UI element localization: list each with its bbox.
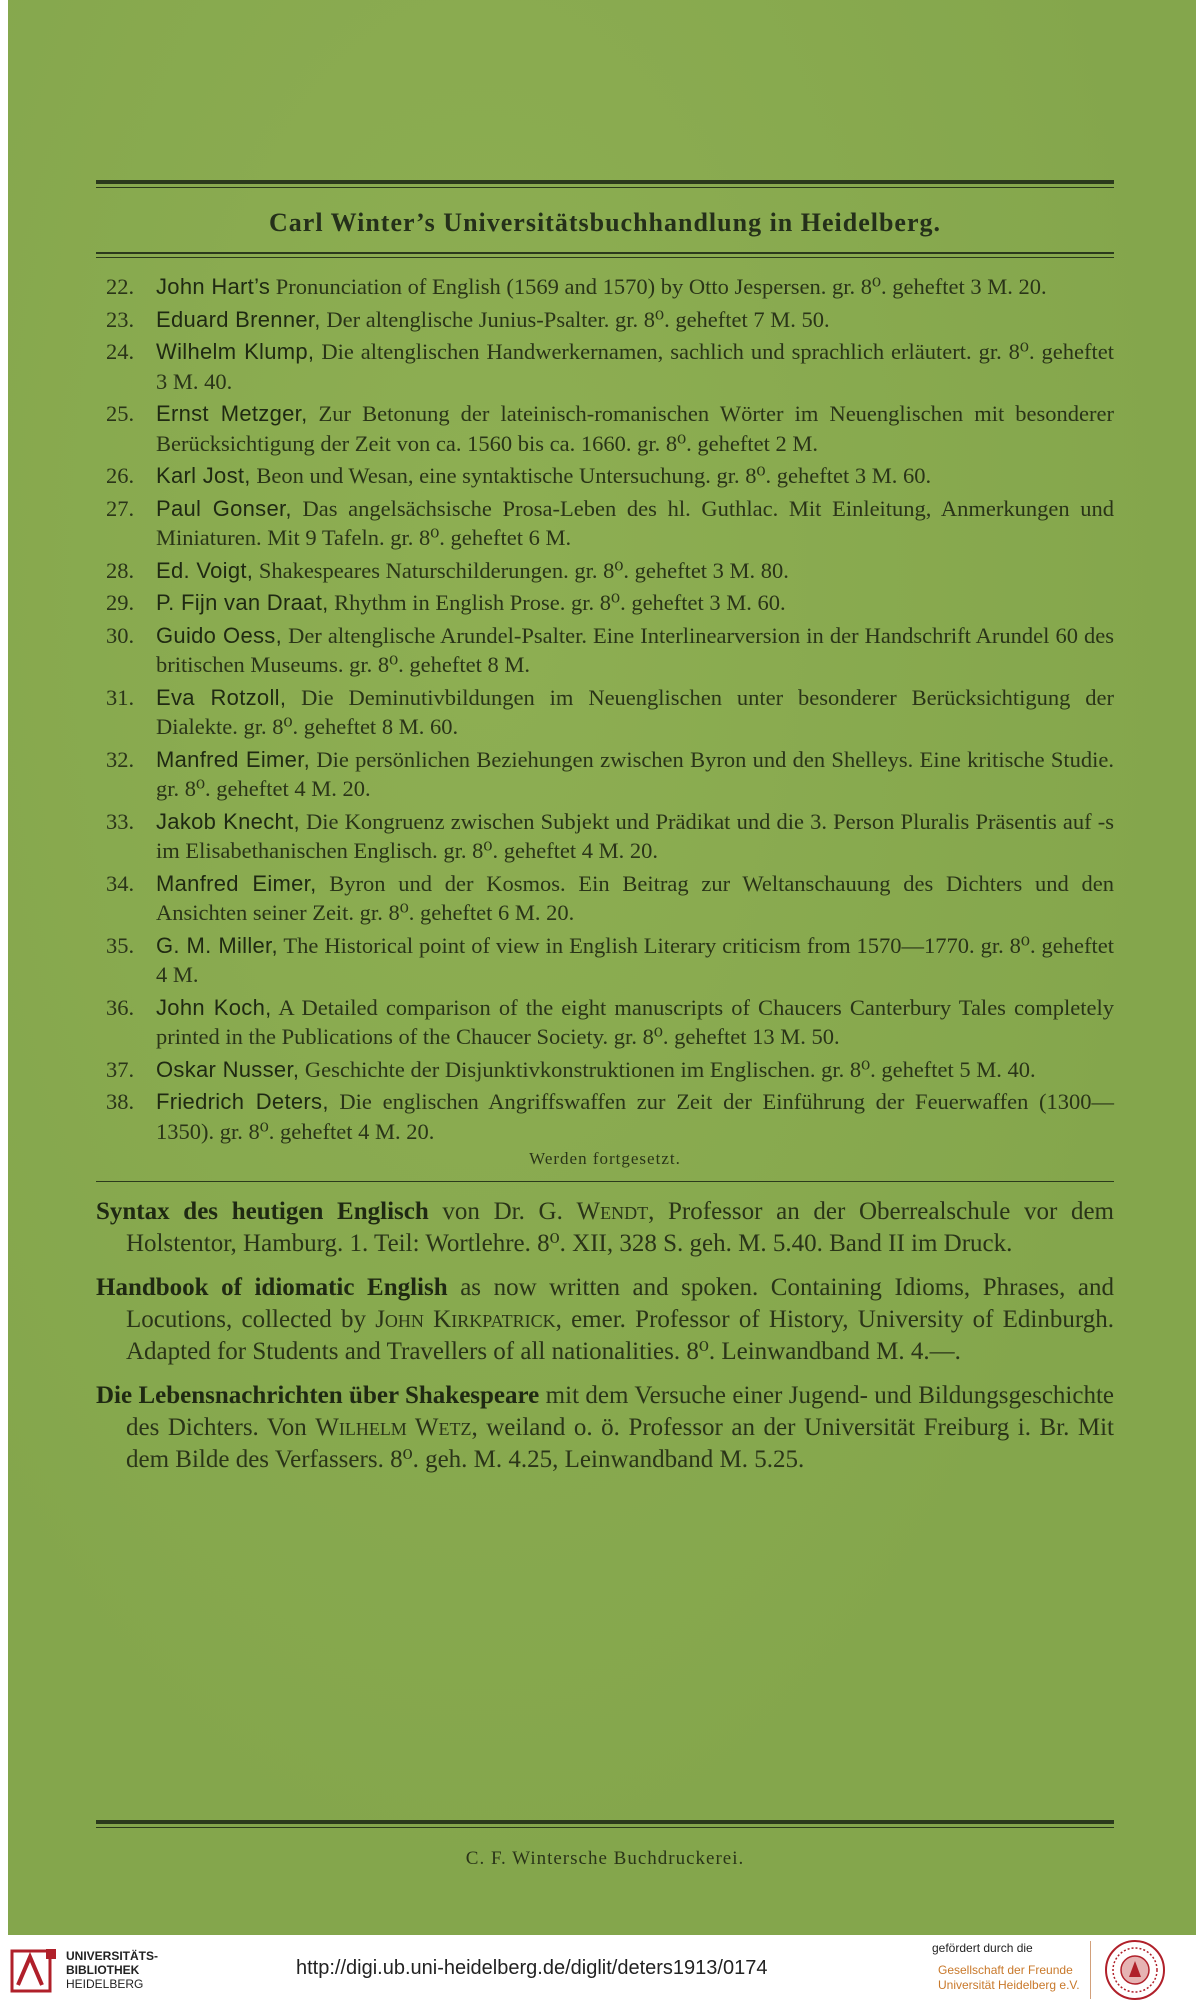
item-text: Die Deminutivbildungen im Neuenglischen unter besonderer Berücksichtigung der Dialekte. gr. 8⁰. geheftet 8 M. 60. <box>156 684 1114 739</box>
item-number: 31. <box>106 684 135 710</box>
publisher-header: Carl Winter’s Universitätsbuchhandlung in Heidelberg. <box>269 208 941 237</box>
item-author: John Hart’s <box>156 274 271 299</box>
footer-divider <box>1090 1941 1091 1999</box>
entry-text-post: , weiland o. ö. Professor an der Universität Freiburg i. Br. Mit dem Bilde des Verfassers. 8⁰. geh. M. 4.25, Leinwandband M. 5.25. <box>126 1414 1114 1473</box>
list-item <box>106 494 1114 553</box>
sponsor-caption: gefördert durch die <box>932 1941 1033 1955</box>
printer-imprint: C. F. Wintersche Buchdruckerei. <box>465 1848 745 1869</box>
header-rule-thin <box>96 257 1114 258</box>
item-body <box>156 556 1114 586</box>
entry-text-post: , Professor an der Oberrealschule vor dem Holstentor, Hamburg. 1. Teil: Wortlehre. 8⁰. XII, 328 S. geh. M. 5.40. Band II im Druck. <box>126 1198 1114 1257</box>
library-name-line2: BIBLIOTHEK <box>66 1963 140 1977</box>
item-body <box>156 494 1114 553</box>
item-number: 38. <box>106 1089 135 1114</box>
item-body <box>156 272 1114 302</box>
item-number: 29. <box>106 590 135 615</box>
top-rule-thin <box>96 187 1114 188</box>
item-number: 28. <box>106 557 135 583</box>
item-author: Eva Rotzoll, <box>156 684 287 710</box>
item-number: 24. <box>106 339 135 364</box>
entry-text-pre: as now written and spoken. Containing Idioms, Phrases, and Locutions, collected by <box>126 1274 1114 1333</box>
book-entry-syntax <box>96 1196 1114 1260</box>
item-number: 33. <box>106 808 135 834</box>
item-text: Das angelsächsische Prosa-Leben des hl. Guthlac. Mit Einleitung, Anmerkungen und Miniaturen. Mit 9 Tafeln. gr. 8⁰. geheftet 6 M. <box>156 495 1114 550</box>
list-item <box>106 461 1114 491</box>
item-body <box>156 337 1114 396</box>
item-number: 25. <box>106 401 135 426</box>
publication-list <box>106 272 1114 1146</box>
item-number: 30. <box>106 622 135 648</box>
list-item <box>106 1055 1114 1085</box>
item-body <box>156 399 1114 458</box>
list-item <box>106 399 1114 458</box>
item-body <box>156 588 1114 618</box>
item-body <box>156 621 1114 680</box>
item-body <box>156 461 1114 491</box>
list-item <box>106 1087 1114 1146</box>
list-item <box>106 556 1114 586</box>
bottom-rule-thick <box>96 1820 1114 1824</box>
item-text: Geschichte der Disjunktivkonstruktionen im Englischen. gr. 8⁰. geheftet 5 M. 40. <box>299 1056 1036 1082</box>
item-text: Die altenglischen Handwerkernamen, sachlich und sprachlich erläutert. gr. 8⁰. geheftet 3 M. 40. <box>156 339 1114 394</box>
item-text: Der altenglische Arundel-Psalter. Eine Interlinearversion in der Handschrift Arundel 60 des britischen Museums. gr. 8⁰. geheftet 8 M. <box>156 622 1114 677</box>
top-rule <box>96 180 1114 184</box>
item-text: Byron und der Kosmos. Ein Beitrag zur Weltanschauung des Dichters und den Ansichten seiner Zeit. gr. 8⁰. geheftet 6 M. 20. <box>156 870 1114 925</box>
entry-text-pre: von Dr. G. <box>428 1198 577 1225</box>
item-body <box>156 1087 1114 1146</box>
entry-author: Wilhelm Wetz <box>315 1414 472 1441</box>
list-item <box>106 993 1114 1052</box>
bottom-rule-thin <box>96 1827 1114 1828</box>
item-body <box>156 807 1114 866</box>
entry-text-post: , emer. Professor of History, University of Edinburgh. Adapted for Students and Travellers of all nationalities. 8⁰. Leinwandband M. 4.—. <box>126 1306 1114 1365</box>
item-author: Ernst Metzger, <box>156 401 308 426</box>
list-item <box>106 683 1114 742</box>
item-number: 37. <box>106 1056 135 1082</box>
entry-text-pre: mit dem Versuche einer Jugend- und Bildungsgeschichte des Dichters. Von <box>126 1382 1114 1441</box>
item-body <box>156 305 1114 335</box>
item-text: Shakespeares Naturschilderungen. gr. 8⁰. geheftet 3 M. 80. <box>253 557 789 583</box>
permalink-url[interactable]: http://digi.ub.uni-heidelberg.de/diglit/deters1913/0174 <box>296 1957 768 1979</box>
item-number: 34. <box>106 870 135 896</box>
item-text: The Historical point of view in English Literary criticism from 1570—1770. gr. 8⁰. geheftet 4 M. <box>156 932 1114 987</box>
item-body <box>156 931 1114 990</box>
item-author: G. M. Miller, <box>156 932 278 958</box>
item-author: Jakob Knecht, <box>156 808 300 834</box>
entry-author: John Kirkpatrick <box>375 1306 556 1333</box>
list-item <box>106 869 1114 928</box>
item-number: 36. <box>106 994 135 1020</box>
item-author: Paul Gonser, <box>156 495 292 521</box>
item-author: Guido Oess, <box>156 622 283 648</box>
university-seal-icon <box>1104 1939 1166 2001</box>
library-name <box>66 1949 158 1991</box>
item-body <box>156 993 1114 1052</box>
item-text: Rhythm in English Prose. gr. 8⁰. geheftet 3 M. 60. <box>328 590 786 615</box>
list-item <box>106 588 1114 618</box>
item-author: P. Fijn van Draat, <box>156 590 329 615</box>
item-body <box>156 869 1114 928</box>
item-text: Beon und Wesan, eine syntaktische Untersuchung. gr. 8⁰. geheftet 3 M. 60. <box>250 463 932 488</box>
list-item <box>106 337 1114 396</box>
list-item <box>106 745 1114 804</box>
item-author: Karl Jost, <box>156 463 251 488</box>
book-entry-handbook <box>96 1272 1114 1368</box>
list-item <box>106 272 1114 302</box>
sponsor-name-line2: Universität Heidelberg e.V. <box>938 1978 1080 1992</box>
item-text: Die persönlichen Beziehungen zwischen Byron und den Shelleys. Eine kritische Studie. gr. 8⁰. geheftet 4 M. 20. <box>156 746 1114 801</box>
item-number: 26. <box>106 463 135 488</box>
viewer-footer <box>0 1935 1199 2004</box>
list-item <box>106 931 1114 990</box>
item-text: A Detailed comparison of the eight manuscripts of Chaucers Canterbury Tales completely printed in the Publications of the Chaucer Society. gr. 8⁰. geheftet 13 M. 50. <box>156 994 1114 1049</box>
sponsor-name <box>938 1963 1080 1993</box>
item-body <box>156 745 1114 804</box>
item-body <box>156 1055 1114 1085</box>
item-author: Ed. Voigt, <box>156 557 254 583</box>
list-item <box>106 305 1114 335</box>
section-divider <box>96 1181 1114 1182</box>
scanned-page <box>8 0 1196 1935</box>
item-number: 22. <box>106 274 135 299</box>
library-name-line1: UNIVERSITÄTS- <box>66 1949 159 1963</box>
item-number: 27. <box>106 495 135 521</box>
sponsor-name-line1: Gesellschaft der Freunde <box>938 1963 1073 1977</box>
list-item <box>106 621 1114 680</box>
book-entry-shakespeare <box>96 1380 1114 1476</box>
item-author: Friedrich Deters, <box>156 1089 329 1114</box>
item-text: Der altenglische Junius-Psalter. gr. 8⁰. geheftet 7 M. 50. <box>320 306 830 332</box>
item-text: Pronunciation of English (1569 and 1570) by Otto Jespersen. gr. 8⁰. geheftet 3 M. 20. <box>270 274 1047 299</box>
page-content <box>96 180 1114 1488</box>
item-number: 35. <box>106 932 135 958</box>
item-author: Eduard Brenner, <box>156 306 321 332</box>
entry-title: Die Lebensnachrichten über Shakespeare <box>96 1382 540 1409</box>
item-text: Die Kongruenz zwischen Subjekt und Prädikat und die 3. Person Pluralis Präsentis auf -s im Elisabethanischen Englisch. gr. 8⁰. geheftet 4 M. 20. <box>156 808 1114 863</box>
entry-title: Syntax des heutigen Englisch <box>96 1198 429 1225</box>
item-author: Manfred Eimer, <box>156 870 317 896</box>
item-author: Oskar Nusser, <box>156 1056 300 1082</box>
item-body <box>156 683 1114 742</box>
entry-title: Handbook of idiomatic English <box>96 1274 448 1301</box>
item-text: Die englischen Angriffswaffen zur Zeit der Einführung der Feuerwaffen (1300—1350). gr. 8⁰. geheftet 4 M. 20. <box>156 1089 1114 1144</box>
item-author: Wilhelm Klump, <box>156 339 315 364</box>
list-item <box>106 807 1114 866</box>
item-number: 32. <box>106 746 135 772</box>
library-logo-icon <box>10 1945 60 1995</box>
item-number: 23. <box>106 306 135 332</box>
item-text: Zur Betonung der lateinisch-romanischen Wörter im Neuenglischen mit besonderer Berücksichtigung der Zeit von ca. 1560 bis ca. 1660. gr. 8⁰. geheftet 2 M. <box>156 401 1114 456</box>
bottom-rule <box>96 1820 1114 1828</box>
item-author: Manfred Eimer, <box>156 746 311 772</box>
entry-author: Wendt <box>576 1198 649 1225</box>
library-name-line3: HEIDELBERG <box>66 1977 144 1991</box>
item-author: John Koch, <box>156 994 272 1020</box>
continued-note: Werden fortgesetzt. <box>529 1149 681 1168</box>
header-rule <box>96 252 1114 254</box>
